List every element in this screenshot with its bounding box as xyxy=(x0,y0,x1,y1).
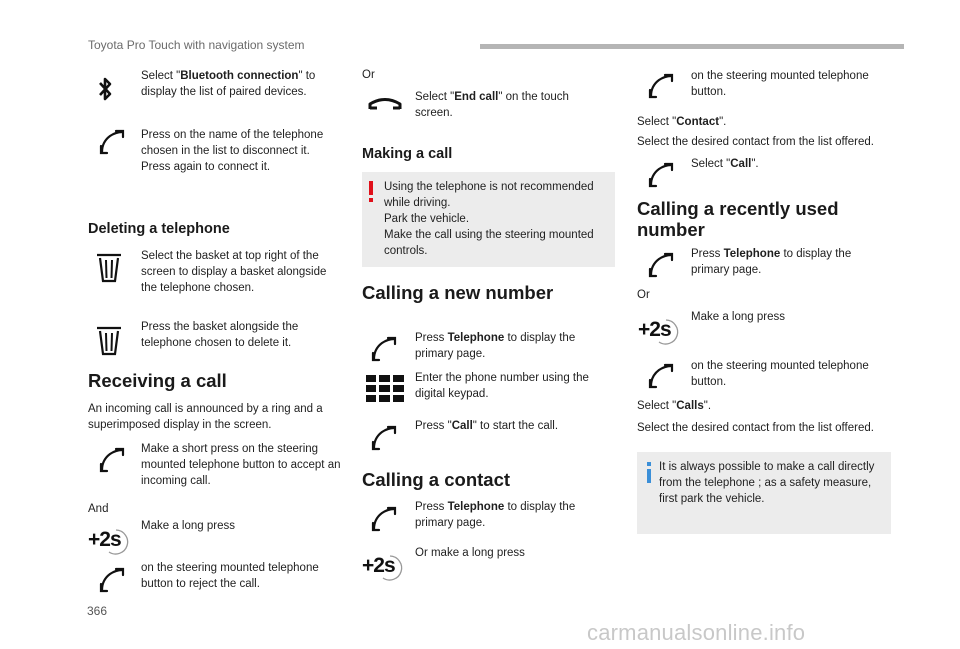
warning-icon xyxy=(367,181,375,203)
select-calls-text: Select "Calls". xyxy=(637,400,712,412)
incoming-text: An incoming call is announced by a ring and a superimposed display in the screen. xyxy=(88,403,323,431)
telephone-instruction: Press Telephone to display the primary page. xyxy=(691,248,852,276)
select-desired-text: Select the desired contact from the list offered. xyxy=(637,422,874,434)
handset-icon xyxy=(649,364,673,388)
recent-heading: Calling a recently used number xyxy=(637,198,839,240)
deleting-heading: Deleting a telephone xyxy=(88,221,230,237)
long-press-2s-icon: +2s xyxy=(362,553,402,581)
call-instruction: Press "Call" to start the call. xyxy=(415,420,559,432)
and-label: And xyxy=(88,503,109,515)
new-number-heading: Calling a new number xyxy=(362,282,554,303)
info-note-text: It is always possible to make a call directly from the telephone ; as a safety measure, first park the vehicle. xyxy=(659,461,875,505)
handset-icon xyxy=(372,337,396,361)
select-call-text: Select "Call". xyxy=(691,158,759,170)
bluetooth-instruction: Select "Bluetooth connection" to display the list of paired devices. xyxy=(141,70,316,98)
bluetooth-icon xyxy=(98,76,112,102)
end-call-instruction: Select "End call" on the touch screen. xyxy=(415,91,569,119)
receiving-heading: Receiving a call xyxy=(88,370,227,391)
watermark: carmanualsonline.info xyxy=(587,620,806,645)
header-bar xyxy=(480,44,904,49)
end-call-icon xyxy=(368,96,402,112)
or-long-press-instruction: Or make a long press xyxy=(415,547,525,559)
reject-instruction: on the steering mounted telephone button to reject the call. xyxy=(141,562,319,590)
keypad-icon xyxy=(366,375,404,403)
handset-icon xyxy=(649,74,673,98)
short-press-instruction: Make a short press on the steering mounted telephone button to accept an incoming call. xyxy=(141,443,341,487)
handset-icon xyxy=(100,568,124,592)
or-label: Or xyxy=(637,289,650,301)
steering-instruction: on the steering mounted telephone button. xyxy=(691,360,869,388)
info-icon xyxy=(645,462,653,484)
handset-icon xyxy=(100,448,124,472)
long-press-2s-icon: +2s xyxy=(638,317,678,345)
telephone-instruction: Press Telephone to display the primary page. xyxy=(415,332,576,360)
handset-icon xyxy=(649,163,673,187)
long-press-2s-icon: +2s xyxy=(88,527,128,555)
handset-icon xyxy=(649,253,673,277)
long-press-instruction: Make a long press xyxy=(141,520,235,532)
warning-note xyxy=(362,172,615,267)
page-number: 366 xyxy=(87,604,108,618)
handset-icon xyxy=(372,426,396,450)
basket-delete-instruction: Press the basket alongside the telephone chosen to delete it. xyxy=(141,321,299,349)
handset-icon xyxy=(100,130,124,154)
making-call-heading: Making a call xyxy=(362,146,453,162)
contact-heading: Calling a contact xyxy=(362,469,511,490)
keypad-instruction: Enter the phone number using the digital keypad. xyxy=(415,372,589,400)
basket-icon xyxy=(96,326,122,356)
press-name-instruction: Press on the name of the telephone chosen in the list to disconnect it. Press again to connect it. xyxy=(141,129,324,173)
warning-note-text: Using the telephone is not recommended while driving. Park the vehicle. Make the call using the steering mounted controls. xyxy=(384,181,594,257)
info-note xyxy=(637,452,891,534)
or-label: Or xyxy=(362,69,375,81)
header-title: Toyota Pro Touch with navigation system xyxy=(88,38,305,52)
steering-instruction: on the steering mounted telephone button. xyxy=(691,70,869,98)
telephone-instruction: Press Telephone to display the primary page. xyxy=(415,501,576,529)
select-contact-text: Select "Contact". xyxy=(637,116,727,128)
basket-top-instruction: Select the basket at top right of the screen to display a basket alongside the telephone chosen. xyxy=(141,250,327,294)
long-press-instruction: Make a long press xyxy=(691,311,785,323)
basket-icon xyxy=(96,253,122,283)
select-desired-text: Select the desired contact from the list offered. xyxy=(637,136,874,148)
handset-icon xyxy=(372,507,396,531)
